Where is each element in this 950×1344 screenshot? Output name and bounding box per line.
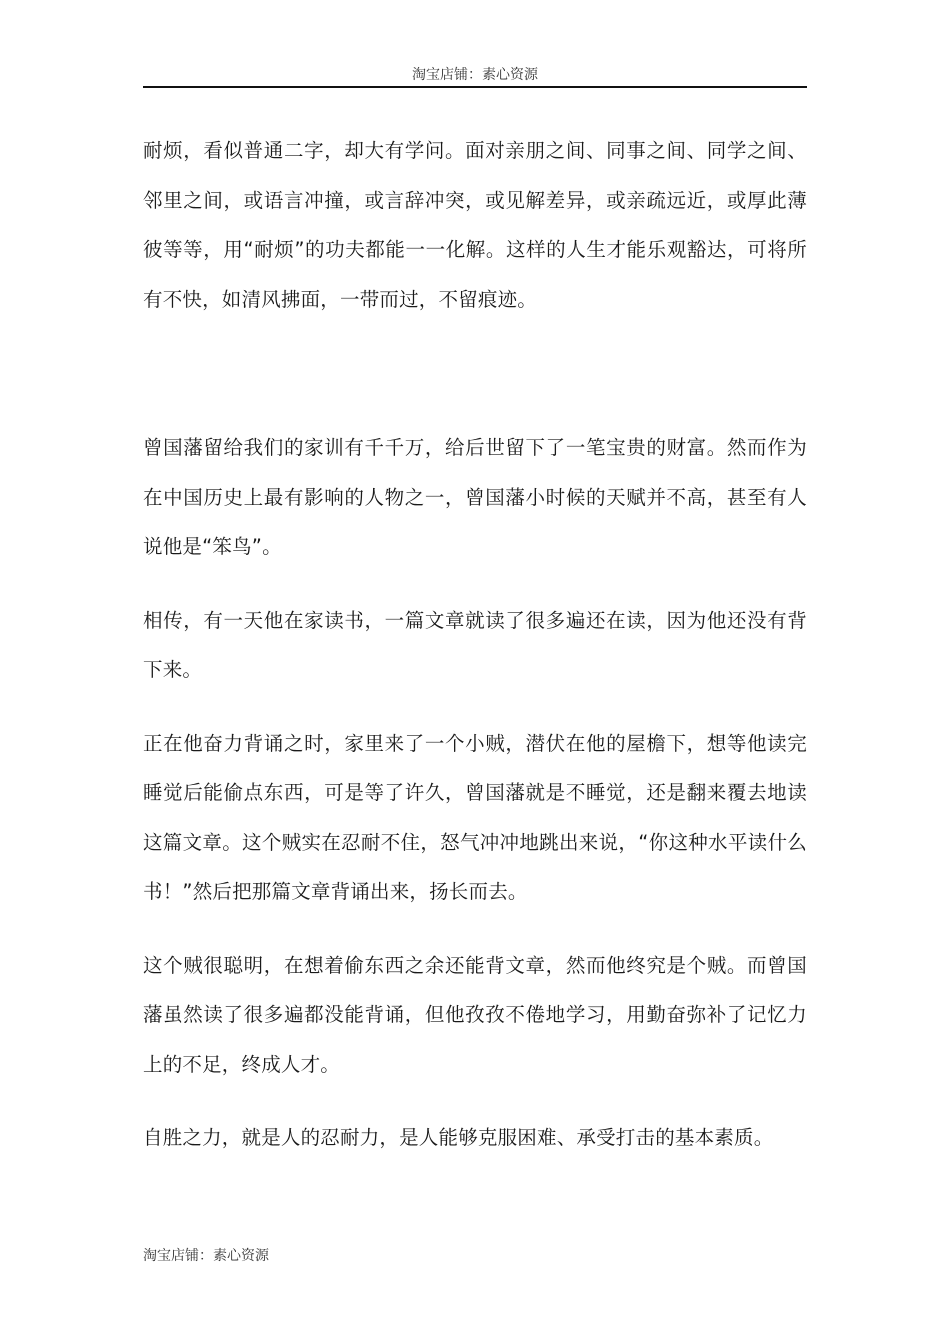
section-spacer [143,324,807,423]
page-footer [143,1245,269,1267]
page-header [143,64,807,88]
paragraph-spacer [143,917,807,941]
paragraph-4: 正在他奋力背诵之时，家里来了一个小贼，潜伏在他的屋檐下，想等他读完睡觉后能偷点东西，可是等了许久，曾国藩就是不睡觉，还是翻来覆去地读这篇文章。这个贼实在忍耐不住，怒气冲冲地跳出来说，“你这种水平读什么书！”然后把那篇文章背诵出来，扬长而去。 [143,731,807,903]
document-body [143,126,807,1163]
paragraph-3: 相传，有一天他在家读书，一篇文章就读了很多遍还在读，因为他还没有背下来。 [143,608,807,681]
paragraph-spacer [143,1089,807,1113]
footer-text: 淘宝店铺：素心资源 [143,1248,269,1264]
paragraph-5: 这个贼很聪明，在想着偷东西之余还能背文章，然而他终究是个贼。而曾国藩虽然读了很多遍都没能背诵，但他孜孜不倦地学习，用勤奋弥补了记忆力上的不足，终成人才。 [143,953,807,1076]
paragraph-spacer [143,695,807,719]
paragraph-6: 自胜之力，就是人的忍耐力，是人能够克服困难、承受打击的基本素质。 [143,1126,774,1149]
paragraph-spacer [143,572,807,596]
header-text: 淘宝店铺：素心资源 [412,67,538,83]
paragraph-2: 曾国藩留给我们的家训有千千万，给后世留下了一笔宝贵的财富。然而作为在中国历史上最有影响的人物之一，曾国藩小时候的天赋并不高，甚至有人说他是“笨鸟”。 [143,436,807,558]
paragraph-1: 耐烦，看似普通二字，却大有学问。面对亲朋之间、同事之间、同学之间、邻里之间，或语言冲撞，或言辞冲突，或见解差异，或亲疏远近，或厚此薄彼等等，用“耐烦”的功夫都能一一化解。这样的人生才能乐观豁达，可将所有不快，如清风拂面，一带而过，不留痕迹。 [143,139,807,311]
